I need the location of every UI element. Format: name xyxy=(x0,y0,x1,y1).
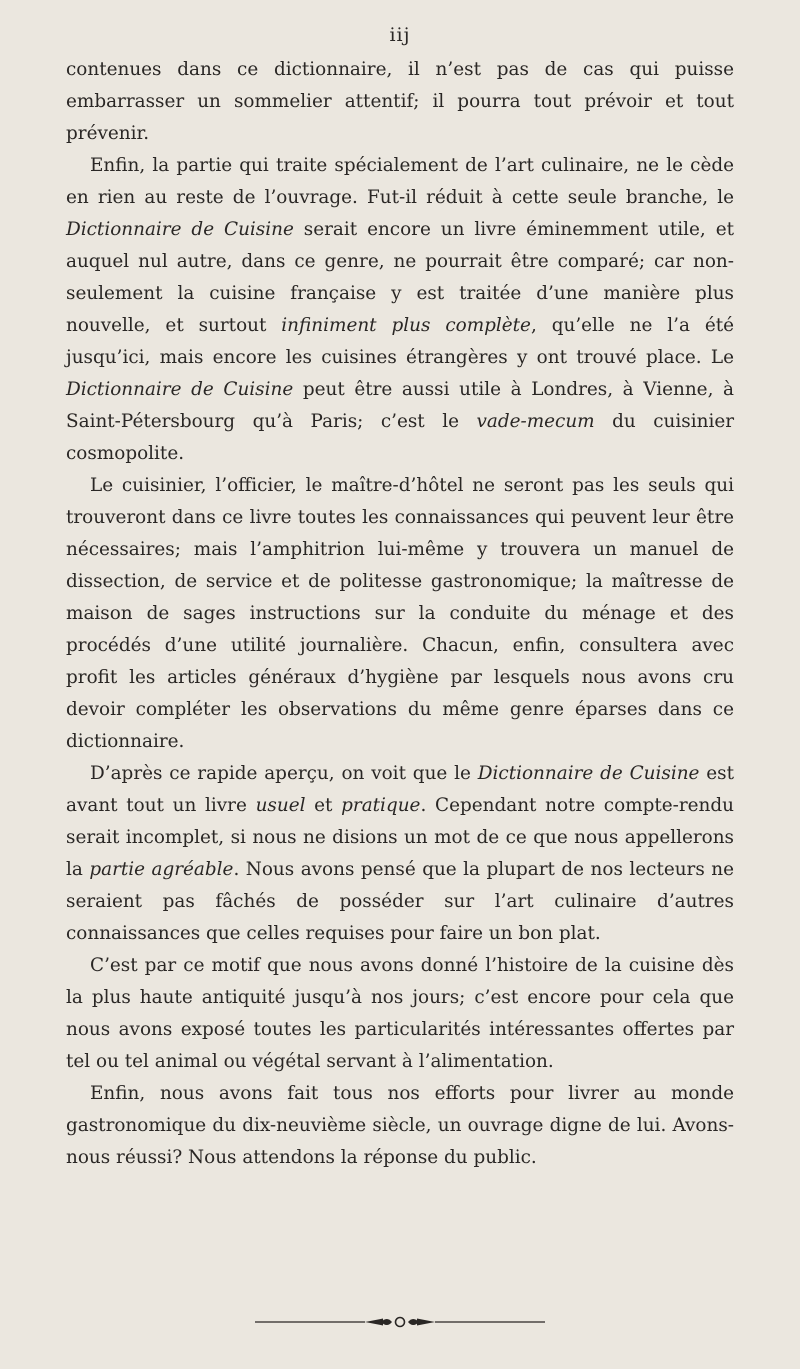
text-run: serait encore un livre éminemment utile, et auquel nul autre, dans ce genre, ne pourrait être comparé; car non-seulement la cuisine française y est traitée d’une manière plus nouvelle, et surtout xyxy=(66,219,734,336)
italic-text-run: usuel xyxy=(255,795,306,816)
paragraph xyxy=(66,54,734,150)
text-run: . Cependant notre compte-rendu serait incomplet, si nous ne disions un mot de ce que nous appellerons la xyxy=(66,795,735,880)
italic-text-run: pratique xyxy=(341,795,421,816)
text-run: du cuisinier cosmopolite. xyxy=(66,411,734,464)
ornament-icon xyxy=(255,1312,545,1332)
text-run: contenues dans ce dictionnaire, il n’est pas de cas qui puisse embarrasser un sommelier attentif; il pourra tout prévoir et tout prévenir. xyxy=(66,59,734,144)
paragraph xyxy=(66,758,734,950)
text-run: peut être aussi utile à Londres, à Vienne, à Saint-Pétersbourg qu’à Paris; c’est le xyxy=(66,379,734,432)
text-run: D’après ce rapide aperçu, on voit que le xyxy=(90,763,478,784)
text-run: , qu’elle ne l’a été jusqu’ici, mais encore les cuisines étrangères y ont trouvé place. Le xyxy=(66,315,734,368)
text-run: est avant tout un livre xyxy=(66,763,734,816)
paragraph xyxy=(66,470,734,758)
paragraph xyxy=(66,950,734,1078)
italic-text-run: partie agréable xyxy=(89,859,234,880)
italic-text-run: Dictionnaire de Cuisine xyxy=(66,379,294,400)
paragraph xyxy=(66,150,734,470)
body-text xyxy=(66,54,734,1174)
text-run: Enfin, nous avons fait tous nos efforts pour livrer au monde gastronomique du dix-neuvième siècle, un ouvrage digne de lui. Avons-nous réussi? Nous attendons la réponse du public. xyxy=(66,1083,734,1168)
italic-text-run: Dictionnaire de Cuisine xyxy=(477,763,700,784)
text-run: Enfin, la partie qui traite spécialement de l’art culinaire, ne le cède en rien au reste de l’ouvrage. Fut-il réduit à cette seule branche, le xyxy=(66,155,734,208)
italic-text-run: vade-mecum xyxy=(476,411,595,432)
italic-text-run: Dictionnaire de Cuisine xyxy=(66,219,294,240)
page-number: iij xyxy=(389,24,411,46)
text-run: . Nous avons pensé que la plupart de nos lecteurs ne seraient pas fâchés de posséder sur l’art culinaire d’autres connaissances que celles requises pour faire un bon plat. xyxy=(66,859,734,944)
text-run: Le cuisinier, l’officier, le maître-d’hôtel ne seront pas les seuls qui trouveront dans ce livre toutes les connaissances qui peuvent leur être nécessaires; mais l’amphitrion lui-même y trouvera un manuel de dissection, de service et de politesse gastronomique; la maîtresse de maison de sages instructions sur la conduite du ménage et des procédés d’une utilité journalière. Chacun, enfin, consultera avec profit les articles généraux d’hygiène par lesquels nous avons cru devoir compléter les observations du même genre éparses dans ce dictionnaire. xyxy=(66,475,734,752)
text-run: C’est par ce motif que nous avons donné l’histoire de la cuisine dès la plus haute antiquité jusqu’à nos jours; c’est encore pour cela que nous avons exposé toutes les particularités intéressantes offertes par tel ou tel animal ou végétal servant à l’alimentation. xyxy=(66,955,734,1072)
paragraph xyxy=(66,1078,734,1174)
text-run: et xyxy=(305,795,342,816)
italic-text-run: infiniment plus complète xyxy=(281,315,531,336)
